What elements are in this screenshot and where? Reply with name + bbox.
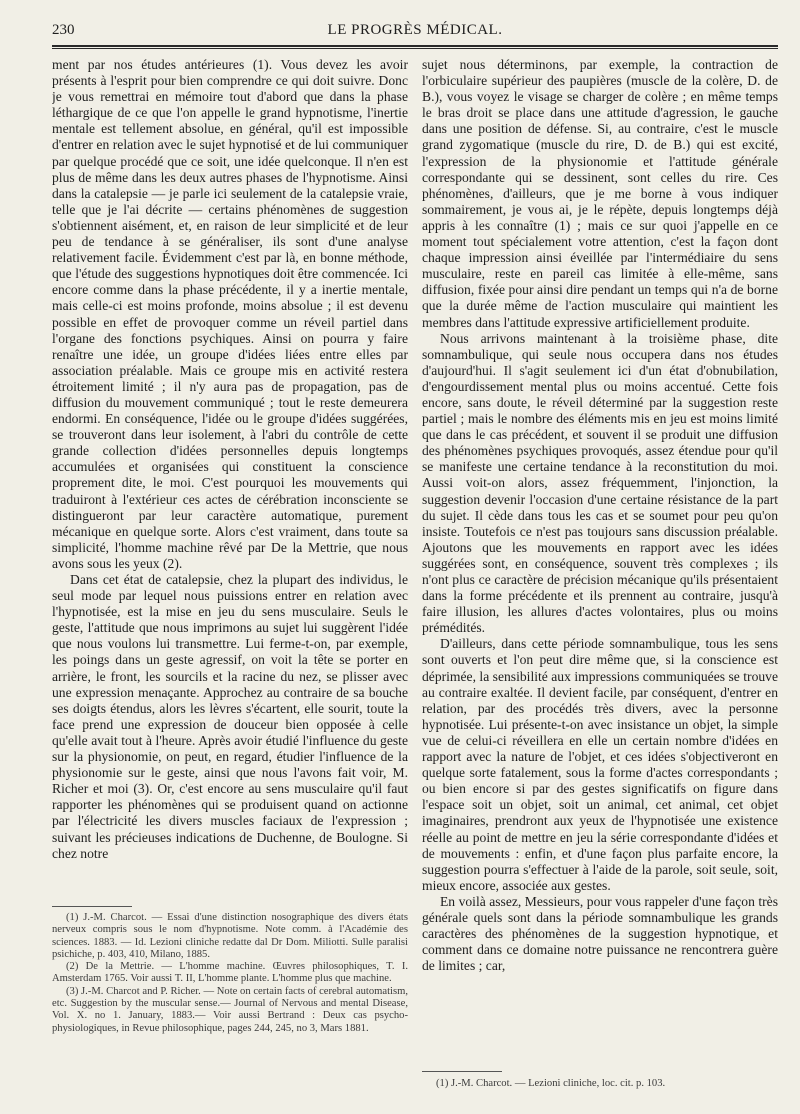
header-rule bbox=[52, 45, 778, 47]
paragraph: sujet nous déterminons, par exemple, la contraction de l'orbiculaire supérieur des paupières (muscle de la colère, D. de B.), vous voyez le visage se charger de colère ; en même temps le bras droit se place dans une attitude d'agression, le gauche dans une position de défense. Si, au contraire, c'est le muscle grand zygomatique (muscle du rire, D. de B.) qui est excité, l'expression de la physionomie et l'attitude générale correspondante qui se dessinent, sont celles du rire. Ces phénomènes, d'ailleurs, que je me borne à vous indiquer sommairement, je vous ai, je le répète, depuis longtemps déjà appris à les connaître (1) ; mais ce sur quoi j'appelle en ce moment tout spécialement votre attention, c'est la façon dont chaque impression ainsi éveillée par l'intermédiaire du sens musculaire, reste en pareil cas limitée à elle-même, sans diffusion, fixée pour ainsi dire pendant un temps qui n'a de borne que la durée même de l'action musculaire qui maintient les membres dans l'attitude expressive artificiellement produite. bbox=[422, 57, 778, 330]
footnote: (1) J.-M. Charcot. — Lezioni cliniche, loc. cit. p. 103. bbox=[436, 1078, 666, 1089]
footnote: (3) J.-M. Charcot and P. Richer. — Note on certain facts of cerebral automatism, etc. Suggestion by the muscular sense.— Journal of Nervous and mental Disease, Vol. X. no 1. January, 1883.— Voir aussi Bertrand : Deux cas psycho-physiologiques, in Revue philosophique, pages 244, 245, no 3, Mars 1881. bbox=[52, 985, 408, 1034]
paragraph: Nous arrivons maintenant à la troisième phase, dite somnambulique, qui seule nous occupera dans nos études d'aujourd'hui. Il s'agit seulement ici d'un état d'obnubilation, d'engourdissement mental plus ou moins accentué. Cette fois encore, sans doute, le réveil déterminé par la suggestion reste partiel ; mais le nombre des éléments mis en jeu est moins limité que dans le cas précédent, et souvent il se produit une diffusion des phénomènes psychiques provoqués, assez étendue pour qu'il se manifeste une certaine tendance à la reconstitution du moi. Aussi voit-on alors, assez fréquemment, l'injonction, la suggestion devenir l'occasion d'une certaine résistance de la part du sujet. Il cède dans tous les cas et se soumet pour peu qu'on insiste. Toutefois ce n'est pas toujours sans discussion préalable. Ajoutons que les mouvements en rapport avec les idées suggérées sont, en conséquence, souvent très complexes ; ils n'ont plus ce caractère de précision mécanique qu'ils présentaient dans la forme précédente et ils prennent au contraire, jusqu'à faire illusion, les allures d'actes volontaires, plus ou moins prémédités. bbox=[422, 330, 778, 636]
right-footnotes bbox=[422, 1078, 778, 1102]
footnote-rule bbox=[422, 1071, 502, 1072]
footnote: (1) J.-M. Charcot. — Essai d'une distinction nosographique des divers états nerveux compris sous le nom d'hypnotisme. Note comm. à l'Académie des sciences. 1883. — Id. Lezioni cliniche redatte dal Dr Dom. Miliotti. Sulle paralisi psichiche, p. 403, 410, Milano, 1885. bbox=[52, 912, 408, 960]
header-rule-thin bbox=[52, 48, 778, 49]
paragraph: ment par nos études antérieures (1). Vous devez les avoir présents à l'esprit pour bien comprendre ce qui doit suivre. Donc je vous remettrai en mémoire tout d'abord que dans la phase léthargique de ce que l'on appelle le grand hypnotisme, l'inertie mentale est tellement absolue, en général, qu'il est impossible d'entrer en relation avec le sujet hypnotisé et de lui communiquer par quelque procédé que ce soit, une idée quelconque. Il n'en est plus de même dans les deux autres phases de l'hypnotisme. Ainsi dans la catalepsie — je parle ici seulement de la catalepsie vraie, telle que je l'ai décrite — certains phénomènes de suggestion s'obtiennent aisément, et, en raison de leur simplicité et de leur peu de tendance à se généraliser, ils sont d'une analyse relativement facile. Évidemment c'est par là, en bonne méthode, que l'étude des suggestions hypnotiques doit être commencée. Ici encore comme dans la phase précédente, il y a inertie mentale, mais celle-ci est moins profonde, moins absolue ; il est devenu possible en effet de provoquer comme un réveil partiel dans l'organe des fonctions psychiques. Ainsi on pourra y faire renaître une idée, un groupe d'idées liées entre elles par association préalable. Mais ce groupe mis en activité restera étroitement limité ; il n'y aura pas de propagation, pas de diffusion du mouvement communiqué ; tout le reste demeurera endormi. En conséquence, l'idée ou le groupe d'idées suggérées, se trouveront dans leur isolement, à l'abri du contrôle de cette grande collection d'idées personnelles depuis longtemps accumulées et organisées qui constituent la conscience proprement dite, le moi. C'est pourquoi les mouvements qui traduiront à l'extérieur ces actes de cérébration inconsciente se distingueront par leur caractère automatique, purement mécanique en quelque sorte. Alors c'est vraiment, dans toute sa simplicité, l'homme machine rêvé par De la Mettrie, que nous avons sous les yeux (2). bbox=[52, 57, 408, 571]
paragraph: Dans cet état de catalepsie, chez la plupart des individus, le seul mode par lequel nous puissions entrer en relation avec l'hypnotisée, est la mise en jeu du sens musculaire. Seuls le geste, l'attitude que nous imprimons au sujet lui suggèrent l'idée que nous voulons lui transmettre. Lui ferme-t-on, par exemple, les poings dans un geste agressif, on voit la tête se porter en arrière, le front, les sourcils et la racine du nez, se plisser avec une expression menaçante. Approchez au contraire de sa bouche ses doigts étendus, alors les lèvres s'écartent, elle sourit, toute la face prend une expression de douceur bien opposée à celle qu'elle avait tout à l'heure. Après avoir étudié l'influence du geste sur la physionomie, on peut, en regard, étudier l'influence de la physionomie sur le geste, ainsi que nous l'avons fait voir, M. Richer et moi (3). Or, c'est encore au sens musculaire qu'il faut rapporter les phénomènes qui se produisent quand on actionne par l'électricité les divers muscles faciaux de l'expression ; suivant les précieuses indications de Duchenne, de Boulogne. Si chez notre bbox=[52, 572, 408, 861]
right-column bbox=[422, 57, 778, 1042]
page-number: 230 bbox=[52, 22, 75, 38]
left-column bbox=[52, 57, 408, 902]
footnote: (2) De la Mettrie. — L'homme machine. Œuvres philosophiques, T. I. Amsterdam 1765. Voir aussi T. II, L'homme plante. L'homme plus que machine. bbox=[52, 961, 408, 985]
page-header bbox=[52, 22, 778, 44]
paragraph: D'ailleurs, dans cette période somnambulique, tous les sens sont ouverts et l'on peut dire même que, si la conscience est déprimée, la sensibilité aux impressions communiquées se trouve au contraire exaltée. Il devient facile, par conséquent, d'entrer en relation, par des procédés très divers, avec la personne hypnotisée. Lui présente-t-on avec insistance un objet, la simple vue de celui-ci réveillera en elle un certain nombre d'idées en rapport avec la nature de l'objet, et ces idées s'objectiveront en quelque sorte fatalement, sous la forme d'actes correspondants ; ou bien encore si par des gestes significatifs on figure dans l'espace soit un objet, soit un animal, cet animal, cet objet imaginaires, prendront aux yeux de l'hypnotisée une existence réelle au point de mettre en jeu la série correspondante d'idées et de mouvements : enfin, et d'une façon plus parfaite encore, la suggestion pourra s'effectuer à l'aide de la parole, soit seule, soit, mieux encore, associée aux gestes. bbox=[422, 636, 778, 893]
footnote-rule bbox=[52, 906, 132, 907]
paragraph: En voilà assez, Messieurs, pour vous rappeler d'une façon très générale quels sont dans la période somnambulique les grands caractères des phénomènes de la suggestion hypnotique, et comment dans ce domaine notre puissance ne rencontrera guère de limites ; car, bbox=[422, 893, 778, 974]
running-title: LE PROGRÈS MÉDICAL. bbox=[327, 22, 503, 38]
left-footnotes bbox=[52, 912, 408, 1102]
